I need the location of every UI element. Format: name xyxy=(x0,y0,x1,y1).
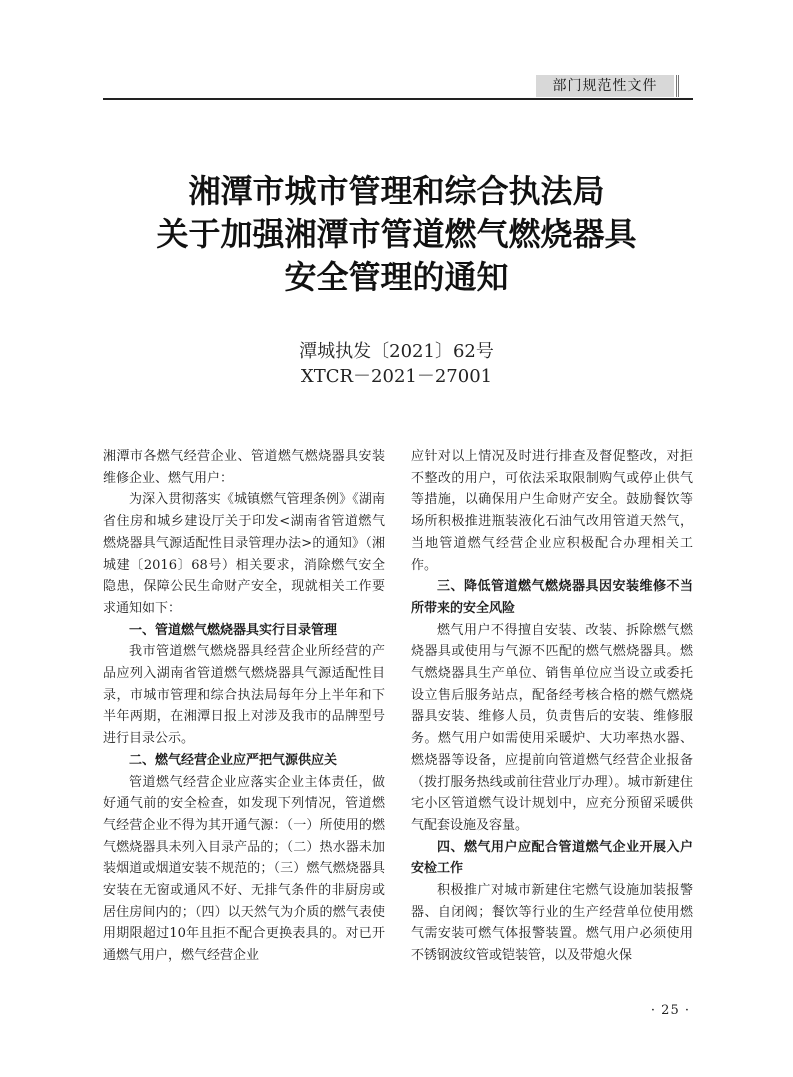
title-line-1: 湘潭市城市管理和综合执法局 xyxy=(188,172,605,210)
intro-paragraph: 为深入贯彻落实《城镇燃气管理条例》《湖南省住房和城乡建设厅关于印发<湖南省管道燃气燃烧器具气源适配性目录管理办法>的通知》（湘城建〔2016〕68号）相关要求，消除燃气安全隐患，保障公民生命财产安全，现就相关工作要求通知如下： xyxy=(103,492,385,616)
body-column-right xyxy=(411,446,693,967)
document-title xyxy=(0,170,793,299)
section-heading-1: 一、管道燃气燃烧器具实行目录管理 xyxy=(129,622,338,638)
title-line-2: 关于加强湘潭市管道燃气燃烧器具 xyxy=(156,215,637,253)
body-column-left xyxy=(103,446,385,967)
page-number: · 25 · xyxy=(650,1003,690,1018)
section-1-paragraph: 我市管道燃气燃烧器具经营企业所经营的产品应列入湖南省管道燃气燃烧器具气源适配性目录，市城市管理和综合执法局每年分上半年和下半年两期，在湘潭日报上对涉及我市的品牌型号进行目录公示。 xyxy=(103,644,385,747)
document-number: 潭城执发〔2021〕62号 xyxy=(299,341,494,362)
section-2-paragraph: 管道燃气经营企业应落实企业主体责任，做好通气前的安全检查，如发现下列情况，管道燃气经营企业不得为其开通气源：（一）所使用的燃气燃烧器具未列入目录产品的；（二）热水器未加装烟道或烟道安装不规范的；（三）燃气燃烧器具安装在无窗或通风不好、无排气条件的非厨房或居住房间内的；（四）以天然气为介质的燃气表使用期限超过10年且拒不配合更换表具的。对已开通燃气用户，燃气经营企业 xyxy=(103,774,385,964)
salutation: 湘潭市各燃气经营企业、管道燃气燃烧器具安装维修企业、燃气用户： xyxy=(103,449,385,486)
section-label: 部门规范性文件 xyxy=(536,75,674,97)
section-4-paragraph: 积极推广对城市新建住宅燃气设施加装报警器、自闭阀；餐饮等行业的生产经营单位使用燃气需安装可燃气体报警装置。燃气用户必须使用不锈钢波纹管或铠装管，以及带熄火保 xyxy=(411,883,693,964)
section-heading-4: 四、燃气用户应配合管道燃气企业开展入户安检工作 xyxy=(411,839,693,877)
section-heading-2: 二、燃气经营企业应严把气源供应关 xyxy=(129,752,338,768)
header-rule xyxy=(103,98,693,100)
section-3-paragraph: 燃气用户不得擅自安装、改装、拆除燃气燃烧器具或使用与气源不匹配的燃气燃烧器具。燃气燃烧器具生产单位、销售单位应当设立或委托设立售后服务站点，配备经考核合格的燃气燃烧器具安装、维修人员，负责售后的安装、维修服务。燃气用户如需使用采暖炉、大功率热水器、燃烧器等设备，应提前向管道燃气经营企业报备（拨打服务热线或前往营业厅办理）。城市新建住宅小区管道燃气设计规划中，应充分预留采暖供气配套设施及容量。 xyxy=(411,622,693,833)
section-2-continued: 应针对以上情况及时进行排查及督促整改，对拒不整改的用户，可依法采取限制购气或停止供气等措施，以确保用户生命财产安全。鼓励餐饮等场所积极推进瓶装液化石油气改用管道天然气，当地管道燃气经营企业应积极配合办理相关工作。 xyxy=(411,449,693,573)
document-code: XTCR－2021－27001 xyxy=(300,366,493,387)
title-line-3: 安全管理的通知 xyxy=(284,258,509,296)
section-heading-3: 三、降低管道燃气燃烧器具因安装维修不当所带来的安全风险 xyxy=(411,579,693,616)
document-number-block xyxy=(0,339,793,389)
